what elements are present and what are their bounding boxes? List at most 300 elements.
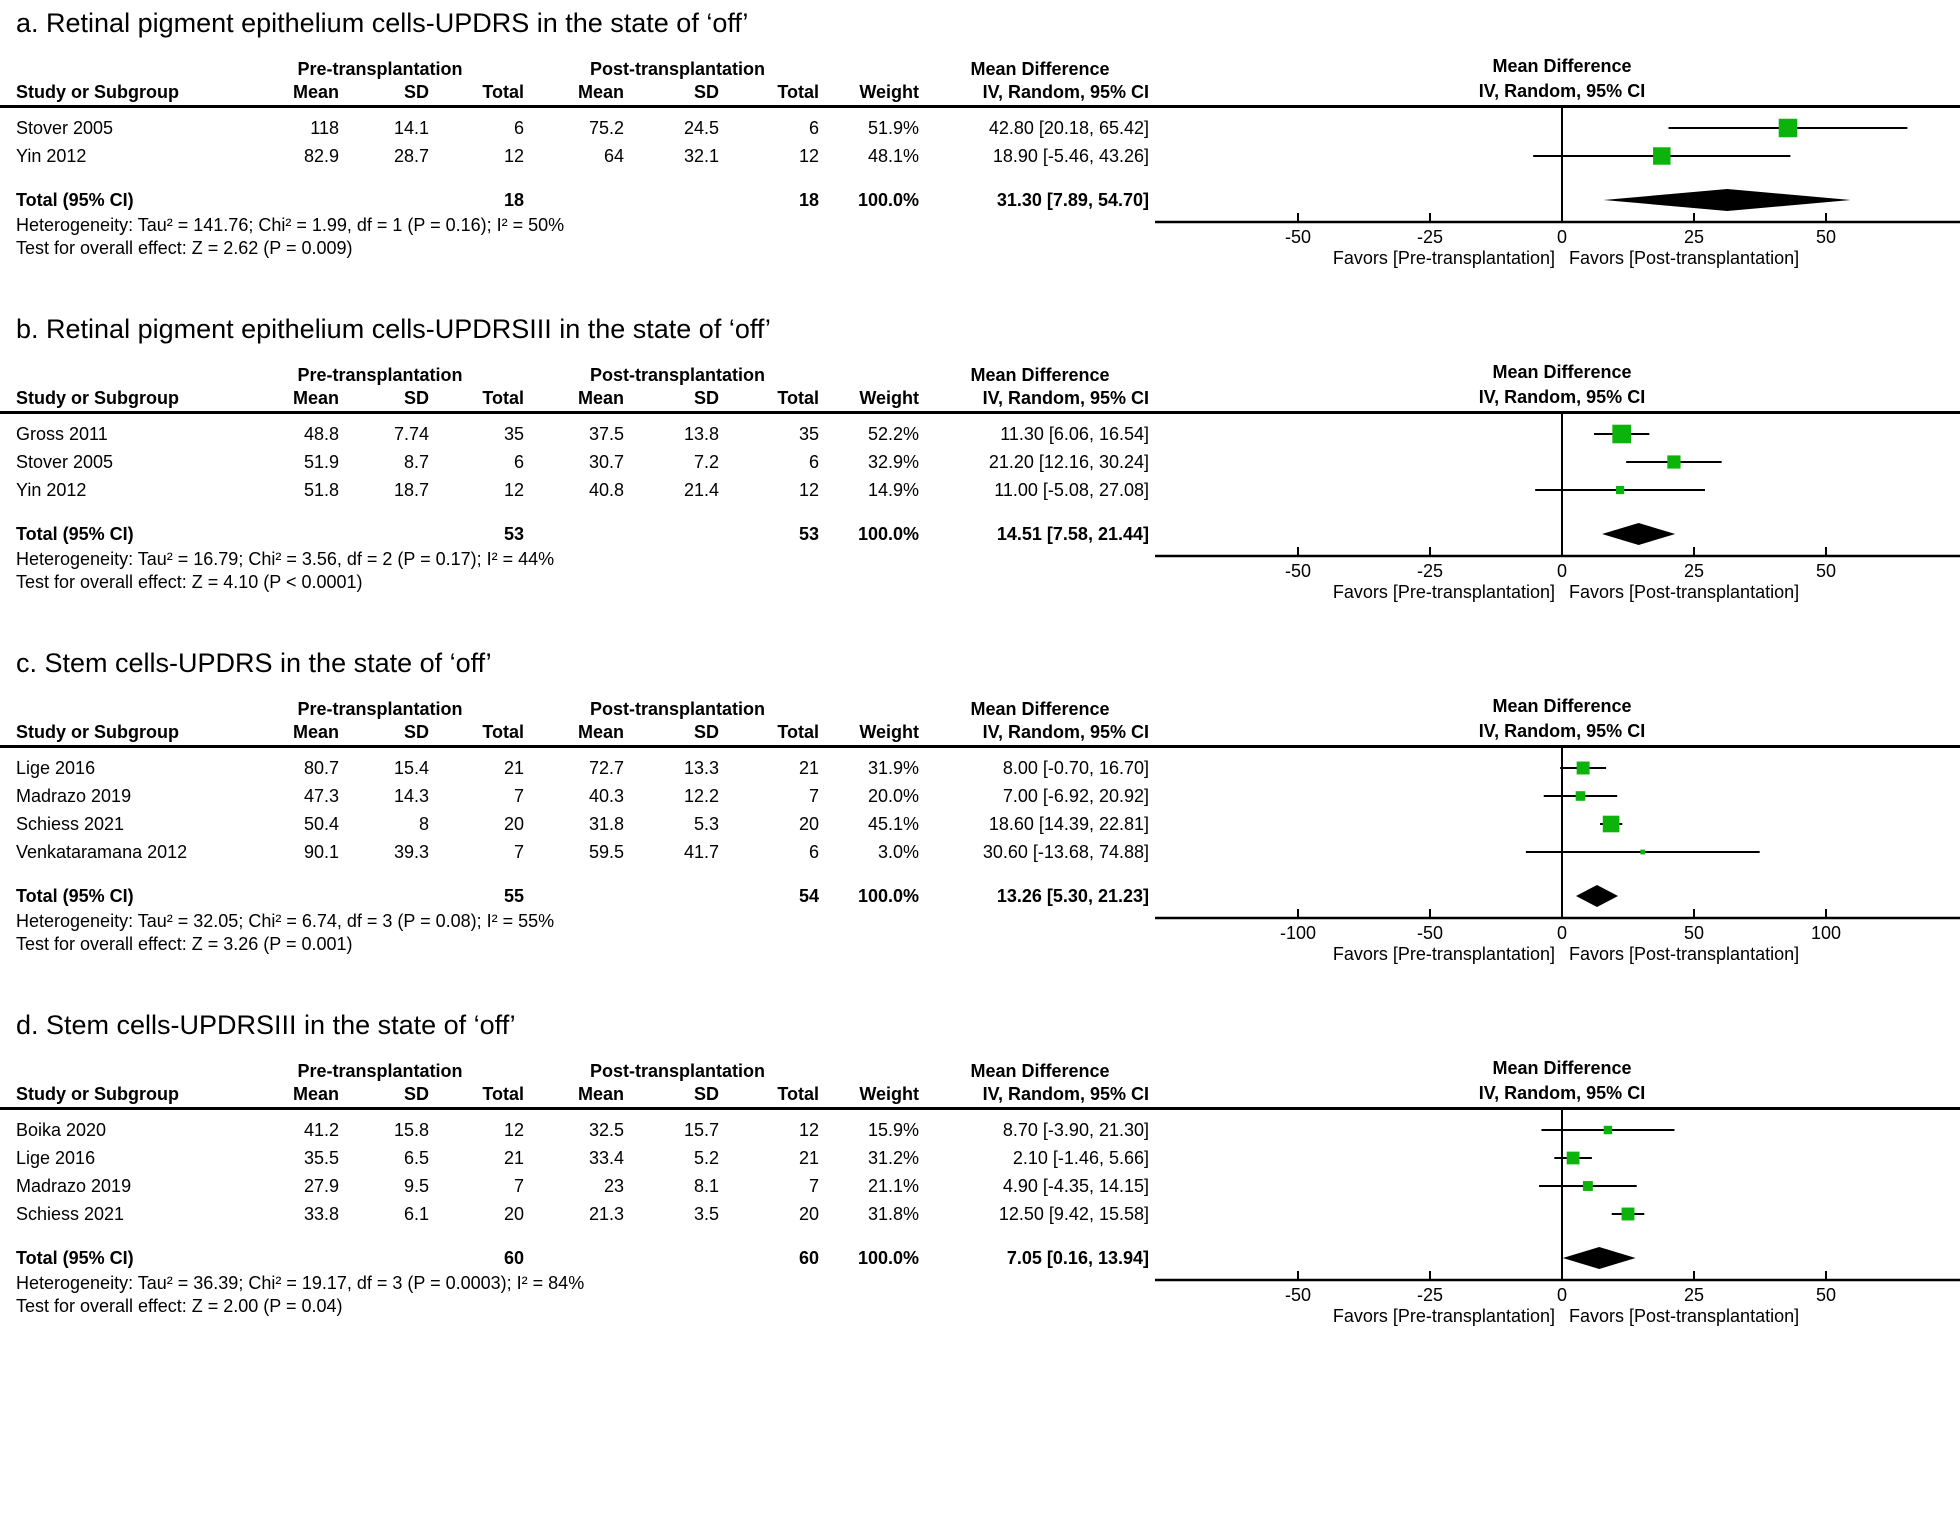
- weight: 3.0%: [877, 841, 919, 862]
- ci-label: 12.50 [9.42, 15.58]: [998, 1203, 1149, 1224]
- pre-total: 6: [513, 451, 524, 472]
- favors-right-label: Favors [Post-transplantation]: [1569, 582, 1800, 602]
- pre-sd: 9.5: [403, 1175, 429, 1196]
- forest-plot-svg-d: [1155, 1110, 1960, 1328]
- forest-plot-svg-c: [1155, 748, 1960, 966]
- forest-panels-container: [0, 8, 1960, 1328]
- pre-total-header: Total: [482, 722, 524, 742]
- ivci-header: IV, Random, 95% CI: [982, 388, 1149, 408]
- plot-header: [1479, 694, 1645, 743]
- post-mean-header: Mean: [577, 722, 624, 742]
- weight: 51.9%: [867, 117, 919, 138]
- pooled-diamond: [1604, 189, 1851, 211]
- pre-mean: 51.9: [303, 451, 339, 472]
- axis-tick-label: 50: [1683, 923, 1705, 943]
- pre-mean-header: Mean: [292, 1084, 339, 1104]
- study-header: Study or Subgroup: [16, 82, 179, 102]
- axis-tick-label: -50: [1284, 561, 1312, 581]
- total-label: Total (95% CI): [16, 1247, 134, 1268]
- study-row: [0, 448, 1155, 476]
- weight: 48.1%: [867, 145, 919, 166]
- weight: 31.8%: [867, 1203, 919, 1224]
- panel-body: [0, 108, 1960, 270]
- post-sd: 15.7: [683, 1119, 719, 1140]
- study-name: Boika 2020: [16, 1119, 107, 1140]
- pre-total: 6: [513, 117, 524, 138]
- study-name: Venkataramana 2012: [16, 841, 188, 862]
- axis-tick-label: 100: [1810, 923, 1842, 943]
- total-pre-n: 53: [503, 523, 524, 544]
- column-group-mean-difference: Mean Difference: [970, 1061, 1110, 1081]
- post-total: 6: [808, 117, 819, 138]
- post-sd: 5.3: [693, 813, 719, 834]
- column-group-post: Post-transplantation: [589, 699, 765, 719]
- pre-total: 12: [503, 1119, 524, 1140]
- study-row: [0, 1116, 1155, 1144]
- post-total: 20: [798, 813, 819, 834]
- plot-header-area: [1155, 696, 1960, 745]
- pre-mean: 50.4: [303, 813, 339, 834]
- post-sd: 24.5: [683, 117, 719, 138]
- post-total: 21: [798, 757, 819, 778]
- pre-mean: 47.3: [303, 785, 339, 806]
- effect-square: [1640, 850, 1645, 855]
- pre-mean: 82.9: [303, 145, 339, 166]
- post-sd-header: SD: [693, 722, 719, 742]
- column-group-post: Post-transplantation: [589, 1061, 765, 1081]
- weight: 45.1%: [867, 813, 919, 834]
- plot-header: [1479, 54, 1645, 103]
- study-header: Study or Subgroup: [16, 388, 179, 408]
- weight: 14.9%: [867, 479, 919, 500]
- post-sd: 5.2: [693, 1147, 719, 1168]
- axis-tick-label: -25: [1416, 1285, 1444, 1305]
- table-header-row: [0, 1057, 1960, 1110]
- forest-plot-figure: [0, 8, 1960, 1328]
- post-sd-header: SD: [693, 1084, 719, 1104]
- study-name: Yin 2012: [16, 145, 87, 166]
- pre-sd-header: SD: [403, 388, 429, 408]
- plot-header-title: Mean Difference: [1492, 696, 1632, 717]
- column-group-pre: Pre-transplantation: [297, 699, 463, 719]
- effect-square: [1603, 816, 1620, 833]
- pre-mean: 35.5: [303, 1147, 339, 1168]
- study-name: Lige 2016: [16, 1147, 96, 1168]
- ci-label: 8.70 [-3.90, 21.30]: [1002, 1119, 1149, 1140]
- axis-tick-label: 0: [1556, 227, 1568, 247]
- weight: 32.9%: [867, 451, 919, 472]
- axis-tick-label: 0: [1556, 561, 1568, 581]
- spacer-row: [0, 170, 1155, 186]
- effect-square: [1779, 119, 1798, 138]
- pre-total: 21: [503, 1147, 524, 1168]
- table-column-headers: [0, 1061, 1155, 1107]
- post-total: 21: [798, 1147, 819, 1168]
- total-label: Total (95% CI): [16, 523, 134, 544]
- study-name: Stover 2005: [16, 117, 114, 138]
- post-total-header: Total: [777, 722, 819, 742]
- column-group-pre: Pre-transplantation: [297, 365, 463, 385]
- column-group-mean-difference: Mean Difference: [970, 59, 1110, 79]
- weight: 31.9%: [867, 757, 919, 778]
- post-mean: 37.5: [588, 423, 624, 444]
- pre-total: 7: [513, 841, 524, 862]
- effect-square: [1653, 147, 1670, 164]
- spacer-row: [0, 504, 1155, 520]
- axis-tick-label: 25: [1683, 1285, 1705, 1305]
- pre-sd-header: SD: [403, 1084, 429, 1104]
- study-row: [0, 476, 1155, 504]
- panel-title-d: d. Stem cells-UPDRSIII in the state of ‘off’: [16, 1010, 516, 1040]
- favors-left-label: Favors [Pre-transplantation]: [1332, 582, 1555, 602]
- pre-mean-header: Mean: [292, 722, 339, 742]
- panel-title-b: b. Retinal pigment epithelium cells-UPDRSIII in the state of ‘off’: [16, 314, 771, 344]
- pre-total-header: Total: [482, 388, 524, 408]
- study-row: [0, 1144, 1155, 1172]
- axis-tick-label: 25: [1683, 227, 1705, 247]
- overall-effect-text: Test for overall effect: Z = 2.00 (P = 0.04): [16, 1296, 343, 1316]
- study-name: Stover 2005: [16, 451, 114, 472]
- effect-square: [1604, 1126, 1612, 1134]
- axis-tick-label: 25: [1683, 561, 1705, 581]
- post-sd: 13.3: [683, 757, 719, 778]
- axis-tick-label: 0: [1556, 1285, 1568, 1305]
- forest-panel-c: [0, 648, 1960, 966]
- pooled-diamond: [1602, 523, 1675, 545]
- post-mean-header: Mean: [577, 82, 624, 102]
- post-sd: 7.2: [693, 451, 719, 472]
- plot-header-subtitle: IV, Random, 95% CI: [1478, 720, 1646, 741]
- pooled-diamond: [1563, 1247, 1636, 1269]
- pre-total-header: Total: [482, 82, 524, 102]
- axis-tick-label: -50: [1416, 923, 1444, 943]
- pre-total: 20: [503, 1203, 524, 1224]
- pre-total: 7: [513, 1175, 524, 1196]
- pre-sd: 7.74: [393, 423, 429, 444]
- panel-body: [0, 1110, 1960, 1328]
- effect-square: [1576, 791, 1586, 801]
- post-total: 35: [798, 423, 819, 444]
- study-row: [0, 1200, 1155, 1228]
- plot-header-title: Mean Difference: [1492, 56, 1632, 77]
- heterogeneity-text: Heterogeneity: Tau² = 16.79; Chi² = 3.56, df = 2 (P = 0.17); I² = 44%: [16, 549, 555, 569]
- post-sd-header: SD: [693, 82, 719, 102]
- pre-mean: 51.8: [303, 479, 339, 500]
- pre-mean: 118: [310, 117, 339, 138]
- total-weight: 100.0%: [857, 189, 919, 210]
- heterogeneity-text: Heterogeneity: Tau² = 36.39; Chi² = 19.17, df = 3 (P = 0.0003); I² = 84%: [16, 1273, 585, 1293]
- total-weight: 100.0%: [857, 1247, 919, 1268]
- pre-sd: 8: [418, 813, 429, 834]
- study-row: [0, 420, 1155, 448]
- favors-right-label: Favors [Post-transplantation]: [1569, 1306, 1800, 1326]
- plot-header: [1479, 360, 1645, 409]
- study-row: [0, 114, 1155, 142]
- total-label: Total (95% CI): [16, 189, 134, 210]
- effect-square: [1616, 486, 1624, 494]
- post-total: 12: [798, 479, 819, 500]
- total-label: Total (95% CI): [16, 885, 134, 906]
- ci-label: 21.20 [12.16, 30.24]: [988, 451, 1149, 472]
- pre-mean: 48.8: [303, 423, 339, 444]
- post-sd: 13.8: [683, 423, 719, 444]
- study-name: Schiess 2021: [16, 813, 125, 834]
- pre-mean: 33.8: [303, 1203, 339, 1224]
- study-name: Schiess 2021: [16, 1203, 125, 1224]
- pre-mean-header: Mean: [292, 388, 339, 408]
- ivci-header: IV, Random, 95% CI: [982, 82, 1149, 102]
- pre-sd: 14.3: [393, 785, 429, 806]
- axis-tick-label: 50: [1815, 561, 1837, 581]
- table-column-headers: [0, 699, 1155, 745]
- post-mean: 40.8: [588, 479, 624, 500]
- table-body: [0, 748, 1155, 966]
- pre-sd: 8.7: [403, 451, 429, 472]
- panel-title-c: c. Stem cells-UPDRS in the state of ‘off’: [16, 648, 492, 678]
- axis-tick-label: 50: [1815, 1285, 1837, 1305]
- study-name: Lige 2016: [16, 757, 96, 778]
- study-name: Gross 2011: [16, 423, 108, 444]
- ci-label: 18.60 [14.39, 22.81]: [988, 813, 1149, 834]
- forest-plot-svg-b: [1155, 414, 1960, 604]
- post-mean: 64: [603, 145, 624, 166]
- axis-tick-label: -100: [1279, 923, 1317, 943]
- forest-panel-a: [0, 8, 1960, 270]
- weight: 21.1%: [867, 1175, 919, 1196]
- pre-mean-header: Mean: [292, 82, 339, 102]
- post-total: 6: [808, 841, 819, 862]
- table-column-headers: [0, 59, 1155, 105]
- ivci-header: IV, Random, 95% CI: [982, 722, 1149, 742]
- total-row: [0, 882, 1155, 910]
- effect-square: [1667, 455, 1680, 468]
- heterogeneity-text: Heterogeneity: Tau² = 32.05; Chi² = 6.74, df = 3 (P = 0.08); I² = 55%: [16, 911, 555, 931]
- total-weight: 100.0%: [857, 885, 919, 906]
- axis-tick-label: -25: [1416, 227, 1444, 247]
- column-group-post: Post-transplantation: [589, 59, 765, 79]
- post-total: 20: [798, 1203, 819, 1224]
- total-post-n: 60: [798, 1247, 819, 1268]
- total-weight: 100.0%: [857, 523, 919, 544]
- post-total: 12: [798, 1119, 819, 1140]
- total-ci-label: 7.05 [0.16, 13.94]: [1006, 1247, 1149, 1268]
- overall-effect-text: Test for overall effect: Z = 3.26 (P = 0.001): [16, 934, 353, 954]
- ci-label: 8.00 [-0.70, 16.70]: [1002, 757, 1149, 778]
- weight: 15.9%: [867, 1119, 919, 1140]
- favors-right-label: Favors [Post-transplantation]: [1569, 944, 1800, 964]
- post-total: 7: [808, 1175, 819, 1196]
- post-mean: 21.3: [588, 1203, 624, 1224]
- total-post-n: 53: [798, 523, 819, 544]
- post-total-header: Total: [777, 82, 819, 102]
- post-sd-header: SD: [693, 388, 719, 408]
- plot-header-subtitle: IV, Random, 95% CI: [1478, 386, 1646, 407]
- favors-left-label: Favors [Pre-transplantation]: [1332, 1306, 1555, 1326]
- pre-mean: 27.9: [303, 1175, 339, 1196]
- weight-header: Weight: [859, 388, 919, 408]
- ci-label: 11.00 [-5.08, 27.08]: [994, 479, 1149, 500]
- ci-label: 2.10 [-1.46, 5.66]: [1012, 1147, 1149, 1168]
- ivci-header: IV, Random, 95% CI: [982, 1084, 1149, 1104]
- post-mean: 30.7: [588, 451, 624, 472]
- pre-sd: 6.1: [403, 1203, 429, 1224]
- ci-label: 7.00 [-6.92, 20.92]: [1002, 785, 1149, 806]
- pooled-diamond: [1576, 885, 1618, 907]
- total-ci-label: 13.26 [5.30, 21.23]: [996, 885, 1149, 906]
- pre-mean: 90.1: [303, 841, 339, 862]
- plot-header-subtitle: IV, Random, 95% CI: [1478, 80, 1646, 101]
- study-row: [0, 810, 1155, 838]
- study-header: Study or Subgroup: [16, 1084, 179, 1104]
- post-total: 6: [808, 451, 819, 472]
- pre-total: 12: [503, 145, 524, 166]
- pre-sd: 15.8: [393, 1119, 429, 1140]
- effect-square: [1622, 1208, 1635, 1221]
- pre-total: 21: [503, 757, 524, 778]
- total-post-n: 54: [798, 885, 819, 906]
- post-total-header: Total: [777, 1084, 819, 1104]
- table-body: [0, 108, 1155, 270]
- overall-effect-text: Test for overall effect: Z = 2.62 (P = 0.009): [16, 238, 353, 258]
- total-row: [0, 1244, 1155, 1272]
- table-header-row: [0, 55, 1960, 108]
- total-post-n: 18: [798, 189, 819, 210]
- table-header-row: [0, 695, 1960, 748]
- forest-panel-b: [0, 314, 1960, 604]
- column-group-post: Post-transplantation: [589, 365, 765, 385]
- post-sd: 12.2: [683, 785, 719, 806]
- spacer-row: [0, 1228, 1155, 1244]
- post-mean: 32.5: [588, 1119, 624, 1140]
- heterogeneity-text: Heterogeneity: Tau² = 141.76; Chi² = 1.99, df = 1 (P = 0.16); I² = 50%: [16, 215, 565, 235]
- weight-header: Weight: [859, 1084, 919, 1104]
- table-header-row: [0, 361, 1960, 414]
- total-ci-label: 14.51 [7.58, 21.44]: [996, 523, 1149, 544]
- weight: 20.0%: [867, 785, 919, 806]
- total-row: [0, 520, 1155, 548]
- ci-label: 4.90 [-4.35, 14.15]: [1002, 1175, 1149, 1196]
- plot-header-area: [1155, 56, 1960, 105]
- pre-mean: 41.2: [303, 1119, 339, 1140]
- study-row: [0, 142, 1155, 170]
- post-mean-header: Mean: [577, 388, 624, 408]
- plot-header-area: [1155, 1058, 1960, 1107]
- favors-right-label: Favors [Post-transplantation]: [1569, 248, 1800, 268]
- plot-header-subtitle: IV, Random, 95% CI: [1478, 1082, 1646, 1103]
- total-ci-label: 31.30 [7.89, 54.70]: [996, 189, 1149, 210]
- post-total: 7: [808, 785, 819, 806]
- pre-sd-header: SD: [403, 722, 429, 742]
- plot-header-area: [1155, 362, 1960, 411]
- favors-left-label: Favors [Pre-transplantation]: [1332, 944, 1555, 964]
- favors-left-label: Favors [Pre-transplantation]: [1332, 248, 1555, 268]
- table-body: [0, 414, 1155, 604]
- ci-label: 30.60 [-13.68, 74.88]: [982, 841, 1149, 862]
- effect-square: [1567, 1152, 1580, 1165]
- pre-sd: 28.7: [393, 145, 429, 166]
- axis-tick-label: 50: [1815, 227, 1837, 247]
- study-row: [0, 782, 1155, 810]
- spacer-row: [0, 866, 1155, 882]
- effect-square: [1612, 425, 1631, 444]
- total-pre-n: 55: [503, 885, 524, 906]
- total-row: [0, 186, 1155, 214]
- axis-tick-label: -50: [1284, 227, 1312, 247]
- post-sd: 8.1: [693, 1175, 719, 1196]
- plot-header-title: Mean Difference: [1492, 1058, 1632, 1079]
- ci-label: 11.30 [6.06, 16.54]: [1000, 423, 1149, 444]
- effect-square: [1583, 1181, 1593, 1191]
- pre-total: 20: [503, 813, 524, 834]
- post-mean: 75.2: [588, 117, 624, 138]
- table-column-headers: [0, 365, 1155, 411]
- pre-total: 7: [513, 785, 524, 806]
- forest-plot-svg-a: [1155, 108, 1960, 270]
- total-pre-n: 60: [503, 1247, 524, 1268]
- weight: 31.2%: [867, 1147, 919, 1168]
- weight-header: Weight: [859, 82, 919, 102]
- pre-sd-header: SD: [403, 82, 429, 102]
- post-total-header: Total: [777, 388, 819, 408]
- forest-panel-d: [0, 1010, 1960, 1328]
- weight-header: Weight: [859, 722, 919, 742]
- axis-tick-label: -50: [1284, 1285, 1312, 1305]
- study-row: [0, 1172, 1155, 1200]
- axis-tick-label: 0: [1556, 923, 1568, 943]
- post-mean: 40.3: [588, 785, 624, 806]
- pre-sd: 15.4: [393, 757, 429, 778]
- column-group-pre: Pre-transplantation: [297, 1061, 463, 1081]
- total-pre-n: 18: [503, 189, 524, 210]
- pre-total-header: Total: [482, 1084, 524, 1104]
- study-name: Madrazo 2019: [16, 785, 132, 806]
- plot-header-title: Mean Difference: [1492, 362, 1632, 383]
- panel-body: [0, 748, 1960, 966]
- post-sd: 3.5: [693, 1203, 719, 1224]
- study-row: [0, 754, 1155, 782]
- post-sd: 41.7: [683, 841, 719, 862]
- axis-tick-label: -25: [1416, 561, 1444, 581]
- study-name: Madrazo 2019: [16, 1175, 132, 1196]
- study-row: [0, 838, 1155, 866]
- post-mean: 23: [603, 1175, 624, 1196]
- post-sd: 32.1: [683, 145, 719, 166]
- ci-label: 42.80 [20.18, 65.42]: [988, 117, 1149, 138]
- column-group-mean-difference: Mean Difference: [970, 365, 1110, 385]
- plot-header: [1479, 1056, 1645, 1105]
- panel-title-a: a. Retinal pigment epithelium cells-UPDRS in the state of ‘off’: [16, 8, 749, 38]
- pre-total: 35: [503, 423, 524, 444]
- weight: 52.2%: [867, 423, 919, 444]
- pre-mean: 80.7: [303, 757, 339, 778]
- post-mean: 31.8: [588, 813, 624, 834]
- post-mean: 59.5: [588, 841, 624, 862]
- overall-effect-text: Test for overall effect: Z = 4.10 (P < 0.0001): [16, 572, 363, 592]
- effect-square: [1577, 762, 1590, 775]
- pre-sd: 6.5: [403, 1147, 429, 1168]
- pre-total: 12: [503, 479, 524, 500]
- post-mean: 72.7: [588, 757, 624, 778]
- study-header: Study or Subgroup: [16, 722, 179, 742]
- column-group-pre: Pre-transplantation: [297, 59, 463, 79]
- post-mean-header: Mean: [577, 1084, 624, 1104]
- post-mean: 33.4: [588, 1147, 624, 1168]
- table-body: [0, 1110, 1155, 1328]
- ci-label: 18.90 [-5.46, 43.26]: [992, 145, 1149, 166]
- pre-sd: 18.7: [393, 479, 429, 500]
- column-group-mean-difference: Mean Difference: [970, 699, 1110, 719]
- pre-sd: 14.1: [393, 117, 429, 138]
